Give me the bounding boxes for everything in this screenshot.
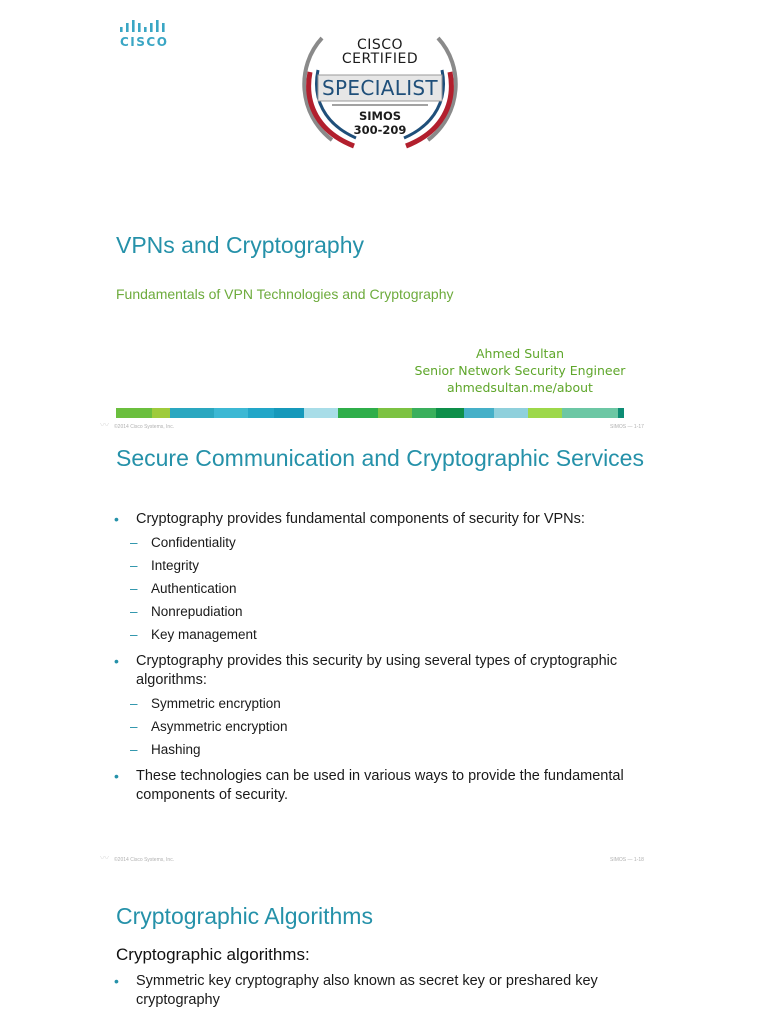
cisco-wordmark: CISCO — [120, 35, 169, 49]
sub-item-text: Symmetric encryption — [151, 696, 281, 711]
sub-item — [114, 738, 674, 761]
sub-item-text: Integrity — [151, 558, 200, 573]
strip-segment — [378, 408, 412, 418]
strip-segment — [214, 408, 248, 418]
sub-item — [114, 600, 674, 623]
dash-icon: – — [130, 742, 138, 757]
badge-exam-code: 300-209 — [353, 123, 407, 137]
cisco-logo — [118, 18, 170, 50]
sub-item — [114, 531, 674, 554]
sub-item-text: Hashing — [151, 742, 201, 757]
slide1-page-number: SIMOS — 1-17 — [610, 424, 644, 430]
strip-segment — [338, 408, 378, 418]
bullet-text: Cryptography provides this security by using several types of cryptographic algorithms: — [136, 653, 618, 688]
strip-segment — [436, 408, 464, 418]
sub-item-text: Confidentiality — [151, 535, 236, 550]
dash-icon: – — [130, 627, 138, 642]
strip-segment — [494, 408, 528, 418]
cisco-swoosh-icon: 〰 — [100, 853, 110, 863]
badge-certified-text: CERTIFIED — [341, 51, 419, 67]
bullet-dot-icon: • — [114, 973, 119, 989]
certification-badge — [292, 32, 468, 150]
strip-segment — [528, 408, 562, 418]
author-site: ahmedsultan.me/about — [447, 380, 593, 395]
strip-segment — [618, 408, 624, 418]
slide2-copyright: ©2014 Cisco Systems, Inc. — [114, 857, 175, 863]
dash-icon: – — [130, 558, 138, 573]
strip-segment — [274, 408, 304, 418]
strip-segment — [116, 408, 152, 418]
strip-segment — [248, 408, 274, 418]
bullet-dot-icon: • — [114, 511, 119, 527]
sub-item — [114, 692, 674, 715]
color-strip — [116, 408, 654, 418]
badge-exam-name: SIMOS — [358, 109, 402, 123]
author-role: Senior Network Security Engineer — [414, 363, 626, 378]
author-name: Ahmed Sultan — [475, 346, 565, 361]
sub-item — [114, 715, 674, 738]
badge-specialist-text: SPECIALIST — [322, 76, 438, 100]
strip-segment — [170, 408, 214, 418]
bullet-item — [114, 652, 674, 690]
slide1-subtitle: Fundamentals of VPN Technologies and Cryptography — [116, 286, 454, 302]
dash-icon: – — [130, 604, 138, 619]
sub-item — [114, 623, 674, 646]
slide2-title: Secure Communication and Cryptographic Services — [116, 445, 644, 471]
bullet-dot-icon: • — [114, 768, 119, 784]
slide2-page-number: SIMOS — 1-18 — [610, 857, 644, 863]
bullet-item — [114, 972, 674, 1010]
strip-segment — [304, 408, 338, 418]
slide3-bullets — [114, 972, 674, 1010]
dash-icon: – — [130, 581, 138, 596]
sub-item-text: Asymmetric encryption — [151, 719, 288, 734]
bullet-text: These technologies can be used in various ways to provide the fundamental components of security. — [136, 768, 624, 803]
slide3-heading: Cryptographic algorithms: — [116, 945, 310, 964]
bullet-text: Cryptography provides fundamental components of security for VPNs: — [136, 511, 585, 527]
slide1-title: VPNs and Cryptography — [116, 232, 365, 258]
sub-item — [114, 554, 674, 577]
dash-icon: – — [130, 535, 138, 550]
badge-cisco-text: CISCO — [356, 37, 404, 53]
strip-segment — [562, 408, 618, 418]
cisco-bars-icon — [118, 18, 170, 34]
strip-segment — [152, 408, 170, 418]
bullet-item — [114, 767, 674, 805]
strip-segment — [464, 408, 494, 418]
dash-icon: – — [130, 719, 138, 734]
sub-item-text: Authentication — [151, 581, 237, 596]
sub-item-text: Nonrepudiation — [151, 604, 243, 619]
sub-item-text: Key management — [151, 627, 257, 642]
dash-icon: – — [130, 696, 138, 711]
bullet-dot-icon: • — [114, 653, 119, 669]
slide1-copyright: ©2014 Cisco Systems, Inc. — [114, 424, 175, 430]
slide3-title: Cryptographic Algorithms — [116, 903, 373, 929]
author-block — [400, 345, 640, 396]
sub-item — [114, 577, 674, 600]
slide2-bullets — [114, 510, 674, 805]
bullet-item — [114, 510, 674, 529]
cisco-swoosh-icon: 〰 — [100, 420, 110, 430]
bullet-text: Symmetric key cryptography also known as secret key or preshared key cryptography — [136, 973, 598, 1008]
strip-segment — [412, 408, 436, 418]
